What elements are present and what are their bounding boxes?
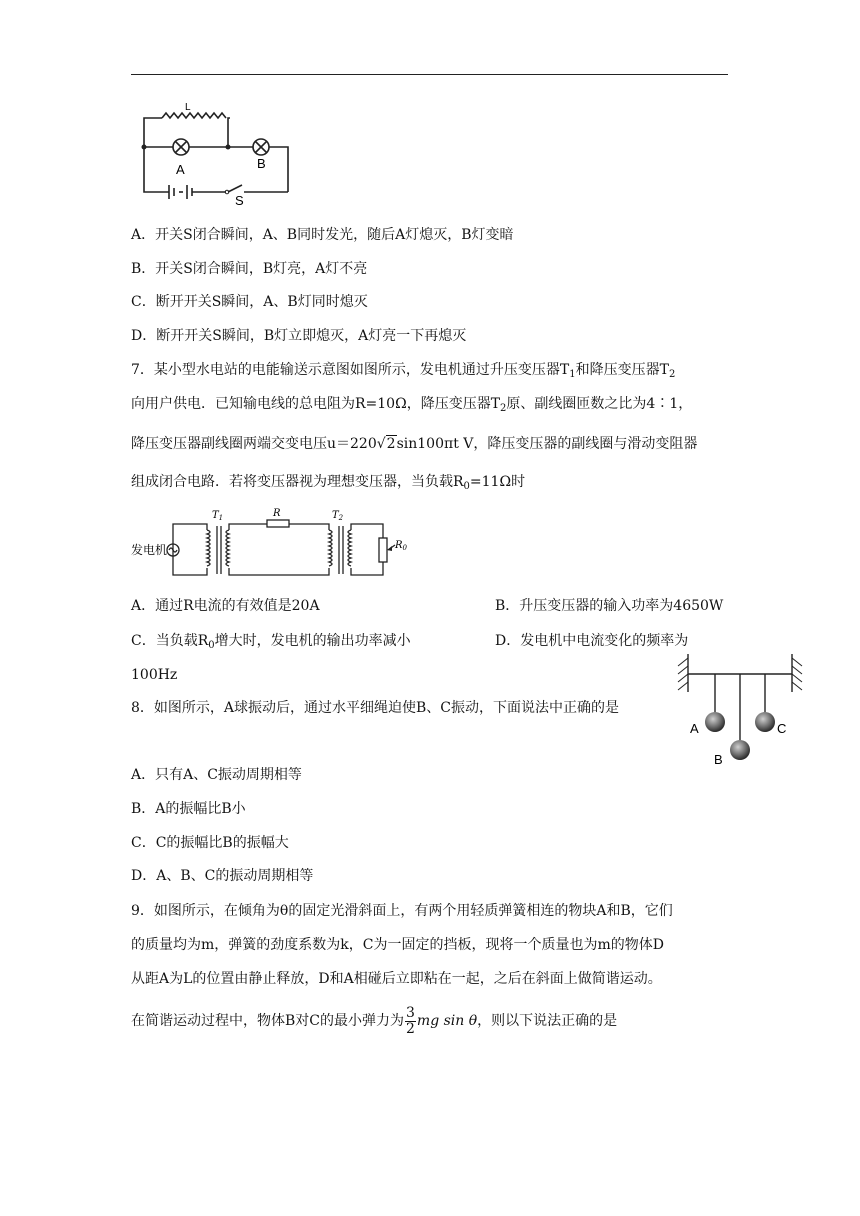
q7-option-a: A．通过R电流的有效值是20A xyxy=(131,598,320,614)
q7-stem-line-2: 向用户供电．已知输电线的总电阻为R=10Ω，降压变压器$T_2$原、副线圈匝数之比为4∶1， xyxy=(131,396,693,414)
q6-option-b: B．开关S闭合瞬间，B灯亮，A灯不亮 xyxy=(131,261,368,277)
q8-stem: 8．如图所示，A球振动后，通过水平细绳迫使B、C振动，下面说法中正确的是 xyxy=(131,700,620,716)
q8-option-b: B．A的振幅比B小 xyxy=(131,801,246,817)
q6-option-d: D．断开开关S瞬间，B灯立即熄灭，A灯亮一下再熄灭 xyxy=(131,328,467,344)
q7-stem-line-1: 7．某小型水电站的电能输送示意图如图所示，发电机通过升压变压器$T_1$和降压变压器$T_2$ xyxy=(131,362,676,380)
q8-option-a: A．只有A、C振动周期相等 xyxy=(131,767,302,783)
q7-transmission-figure xyxy=(129,504,411,582)
q9-stem-line-4: 在简谐运动过程中，物体B对C的最小弹力为 $\frac{3}{2}$ mg sin θ，则以下说法正确的是 xyxy=(131,1004,618,1037)
resistor-r-label: R xyxy=(273,508,281,519)
t2-label: $T_2$ xyxy=(332,510,344,522)
ball-a-label: A xyxy=(690,721,699,736)
ball-b xyxy=(730,740,750,760)
q7-option-b: B．升压变压器的输入功率为4650W xyxy=(495,598,724,614)
q6-circuit-figure xyxy=(138,100,294,206)
q6-option-c: C．断开开关S瞬间，A、B灯同时熄灭 xyxy=(131,294,368,310)
header-rule xyxy=(131,74,728,75)
lamp-b-label: B xyxy=(257,156,266,171)
ball-b-label: B xyxy=(714,752,723,767)
q9-stem-line-1: 9．如图所示，在倾角为θ的固定光滑斜面上，有两个用轻质弹簧相连的物块A和B，它们 xyxy=(131,903,673,919)
q9-stem-line-2: 的质量均为m，弹簧的劲度系数为k，C为一固定的挡板，现将一个质量也为m的物体D xyxy=(131,937,664,953)
ball-c-label: C xyxy=(777,721,787,736)
q8-option-c: C．C的振幅比B的振幅大 xyxy=(131,835,289,851)
q7-option-d-continued: 100Hz xyxy=(131,667,178,683)
r0-label: $R_0$ xyxy=(395,540,407,552)
q8-pendulum-figure xyxy=(672,652,810,772)
q8-option-d: D．A、B、C的振动周期相等 xyxy=(131,868,314,884)
q7-option-c: C．当负载$R_0$增大时，发电机的输出功率减小 xyxy=(131,633,411,651)
ball-a xyxy=(705,712,725,732)
q9-stem-line-3: 从距A为L的位置由静止释放，D和A相碰后立即粘在一起，之后在斜面上做简谐运动。 xyxy=(131,971,662,987)
generator-label: 发电机 xyxy=(131,543,168,557)
sqrt-2: √2 xyxy=(376,436,396,452)
q7-stem-line-3: 降压变压器副线圈两端交变电压u＝220√2sin100πt V，降压变压器的副线圈与滑动变阻器 xyxy=(131,436,698,452)
switch-s-label: S xyxy=(235,193,244,206)
ball-c xyxy=(755,712,775,732)
t1-label: $T_1$ xyxy=(212,510,224,522)
fraction-three-halves: $\frac{3}{2}$ xyxy=(406,1004,415,1037)
q6-option-a: A．开关S闭合瞬间，A、B同时发光，随后A灯熄灭，B灯变暗 xyxy=(131,227,514,243)
inductor-label: L xyxy=(185,102,191,113)
q7-option-d: D．发电机中电流变化的频率为 xyxy=(495,633,689,649)
lamp-a-label: A xyxy=(176,162,185,177)
q7-stem-line-4: 组成闭合电路．若将变压器视为理想变压器，当负载$R_0=11\Omega$时 xyxy=(131,474,526,492)
